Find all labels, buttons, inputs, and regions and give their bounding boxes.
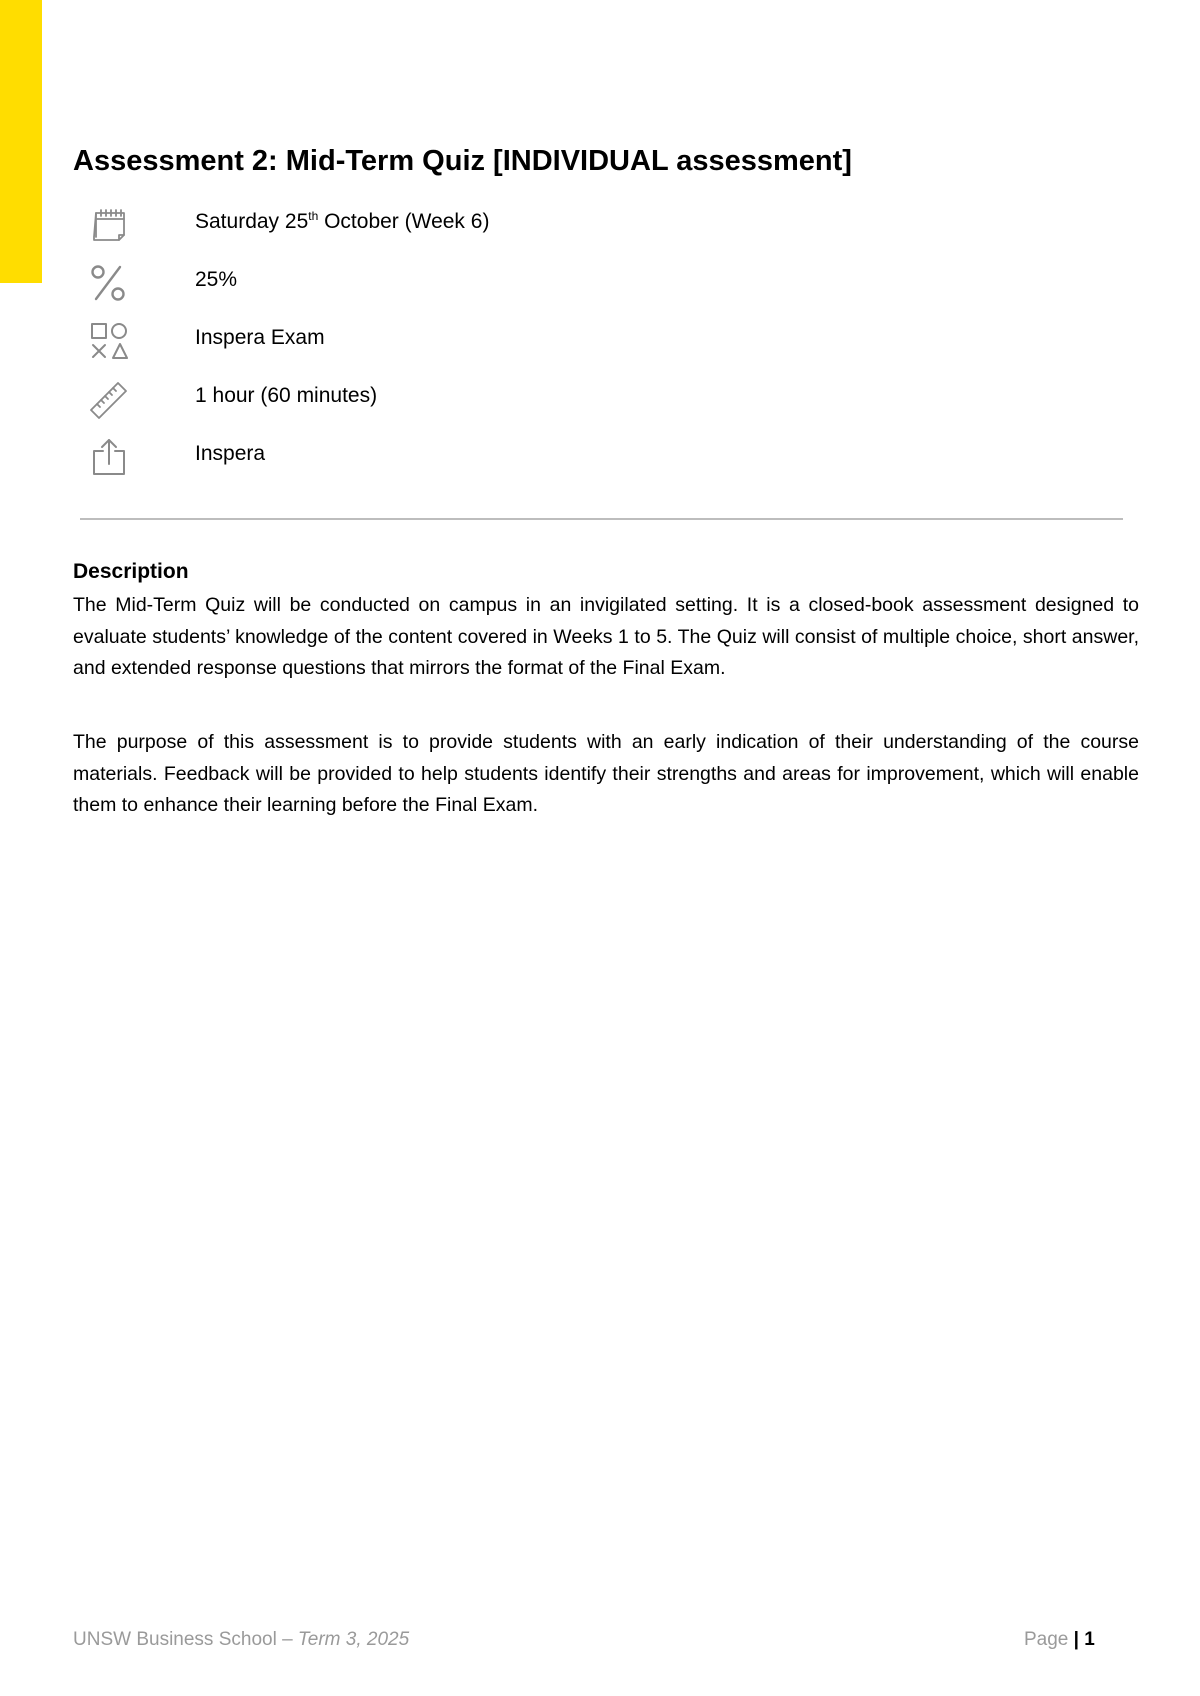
description-paragraph: The purpose of this assessment is to provide students with an early indication of their understanding of the course materials. Feedback will be provided to help students identify their strengths and areas for improvement, which will enable them to enhance their learning before the Final Exam.: [73, 731, 1139, 816]
due-date-text: Saturday 25th October (Week 6): [195, 209, 490, 233]
detail-duration: [89, 382, 489, 440]
section-divider: [80, 518, 1123, 520]
accent-bar: [0, 0, 42, 283]
ruler-icon: [89, 379, 129, 419]
footer-school: UNSW Business School –: [73, 1629, 298, 1650]
duration-text: 1 hour (60 minutes): [195, 384, 378, 407]
assessment-details: [89, 208, 489, 498]
submission-text: Inspera: [195, 442, 266, 465]
detail-submission: [89, 440, 489, 498]
page-title: Assessment 2: Mid-Term Quiz [INDIVIDUAL assessment]: [73, 145, 852, 177]
share-upload-icon: [89, 437, 129, 477]
description-paragraph: The Mid-Term Quiz will be conducted on campus in an invigilated setting. It is a closed-book assessment designed to evaluate students’ knowledge of the content covered in Weeks 1 to 5. The Quiz will consist of multiple choice, short answer, and extended response questions that mirrors the format of the Final Exam.: [73, 594, 1139, 679]
page-separator: |: [1073, 1629, 1085, 1650]
shapes-icon: [89, 321, 129, 361]
footer-school-term: [73, 1629, 409, 1651]
footer-term: Term 3, 2025: [297, 1629, 410, 1650]
description-heading: Description: [73, 560, 189, 583]
format-text: Inspera Exam: [195, 326, 325, 349]
page-label: Page: [1024, 1629, 1074, 1650]
page-number: 1: [1084, 1629, 1095, 1650]
footer-page-number: [1024, 1629, 1095, 1651]
percent-icon: [89, 263, 129, 303]
calendar-icon: [89, 205, 129, 245]
detail-format: [89, 324, 489, 382]
detail-due-date: [89, 208, 489, 266]
weighting-text: 25%: [195, 268, 238, 291]
detail-weighting: [89, 266, 489, 324]
